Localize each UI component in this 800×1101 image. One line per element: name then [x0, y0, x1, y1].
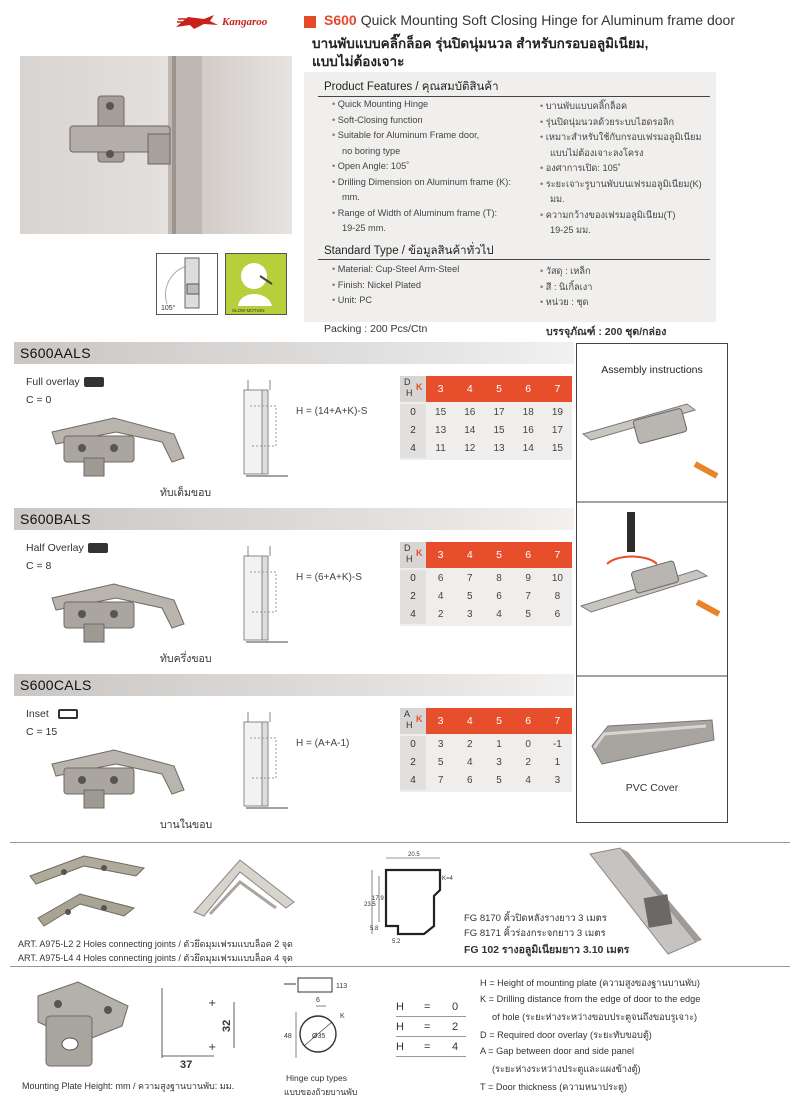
- table-row: [400, 754, 572, 772]
- table-cell: 15: [551, 443, 563, 454]
- column-header: 3: [437, 715, 444, 727]
- column-header: 5: [496, 715, 502, 727]
- table-row: [400, 606, 572, 624]
- table-cell: 1: [554, 757, 561, 768]
- table-cell: 7: [467, 573, 473, 584]
- corner-top-label: D: [404, 543, 411, 553]
- height-formula: H = (A+A-1): [296, 738, 350, 749]
- table-row: [400, 736, 572, 754]
- table-row: [400, 570, 572, 588]
- table-cell: 17: [551, 425, 563, 436]
- svg-text:+: +: [208, 998, 217, 1009]
- mounting-plate-image: [18, 976, 134, 1072]
- row-key: 0: [400, 570, 426, 588]
- h-equals: =: [424, 1001, 431, 1013]
- open-angle-icon: [156, 253, 218, 315]
- corner-k-label: K: [416, 548, 423, 558]
- table-cell: 3: [467, 609, 473, 620]
- table-body: [400, 734, 572, 792]
- feature-item: • Open Angle: 105˚: [332, 161, 409, 171]
- table-corner: [400, 708, 426, 734]
- fg-8170: FG 8170 คิ้วปิดหลังรางยาว 3 เมตร: [464, 913, 607, 924]
- standard-rule: [318, 259, 710, 260]
- overlay-icon: [88, 543, 108, 553]
- table-row: [400, 772, 572, 790]
- column-header: 5: [496, 383, 502, 395]
- model-code: S600AALS: [20, 345, 91, 361]
- feature-item: • รุ่นปิดนุ่มนวลด้วยระบบไฮดรอลิก: [540, 115, 674, 130]
- table-cell: 5: [525, 609, 531, 620]
- brand-logo-icon: [174, 13, 220, 31]
- svg-text:5.8: 5.8: [370, 926, 379, 932]
- hinge-cup-caption: Hinge cup types: [286, 1073, 347, 1083]
- feature-item: • Finish: Nickel Plated: [332, 280, 421, 290]
- svg-text:37: 37: [180, 1059, 193, 1070]
- table-cell: 14: [464, 425, 476, 436]
- table-header: [400, 542, 572, 568]
- overlay-icon: [84, 377, 104, 387]
- table-cell: 2: [437, 609, 444, 620]
- height-table: [400, 376, 572, 460]
- pvc-cover-label: PVC Cover: [625, 782, 679, 794]
- pvc-cover-image: [586, 712, 718, 776]
- overlay-type: Half Overlay: [26, 542, 84, 554]
- table-cell: 2: [467, 739, 473, 750]
- accessories-divider: [10, 842, 790, 843]
- table-header: [400, 376, 572, 402]
- fg-102: FG 102 รางอลูมิเนียมยาว 3.10 เมตร: [464, 944, 630, 956]
- row-key: 2: [400, 754, 426, 772]
- brand-name: Kangaroo: [222, 16, 268, 28]
- table-cell: 6: [467, 775, 473, 786]
- overlay-diagram: [236, 708, 292, 814]
- table-cell: 6: [496, 591, 502, 602]
- svg-text:SLOW MOTION: SLOW MOTION: [232, 308, 265, 313]
- art-a975-l4: ART. A975-L4 4 Holes connecting joints / ตัวยึดมุมเฟรมแบบล็อค 4 จุด: [18, 953, 293, 963]
- feature-item: • Suitable for Aluminum Frame door,: [332, 130, 479, 140]
- overlay-c-value: C = 15: [26, 726, 58, 738]
- feature-item: • สี : นิเกิ้ลเงา: [540, 280, 592, 295]
- model-band: [14, 674, 574, 696]
- page-title-thai: บานพับแบบคลิ๊กล็อค รุ่นปิดนุ่มนวล สำหรับกรอบอลูมิเนียม,: [312, 36, 649, 51]
- frame-profile-drawing: [364, 850, 460, 946]
- feature-item: • ความกว้างของเฟรมอลูมิเนียม(T): [540, 208, 675, 223]
- table-cell: 8: [496, 573, 502, 584]
- overlay-type: Inset: [26, 708, 49, 720]
- art-a975-l2: ART. A975-L2 2 Holes connecting joints / ตัวยึดมุมเฟรมแบบล็อค 2 จุด: [18, 939, 293, 949]
- table-header: [400, 708, 572, 734]
- packing-en: Packing : 200 Pcs/Ctn: [324, 323, 428, 335]
- table-corner: [400, 542, 426, 568]
- page-title-thai-2: แบบไม่ต้องเจาะ: [312, 54, 405, 69]
- table-cell: 4: [467, 757, 473, 768]
- row-key: 0: [400, 736, 426, 754]
- height-formula: H = (6+A+K)-S: [296, 572, 362, 583]
- bottom-divider: [10, 966, 790, 967]
- page-title: S600 Quick Mounting Soft Closing Hinge for Aluminum frame door: [324, 12, 735, 28]
- table-row: [400, 422, 572, 440]
- table-body: [400, 568, 572, 626]
- svg-text:K: K: [340, 1013, 345, 1020]
- table-cell: 3: [554, 775, 561, 786]
- features-heading: Product Features / คุณสมบัติสินค้า: [324, 81, 499, 93]
- feature-item: • ระยะเจาะรูบานพับบนเฟรมอลูมิเนียม(K): [540, 177, 702, 192]
- svg-text:32: 32: [221, 1019, 233, 1032]
- hinge-cup-drawing: [278, 972, 374, 1076]
- corner-top-label: A: [404, 709, 411, 719]
- column-header: 4: [466, 549, 473, 561]
- model-code: S600BALS: [20, 511, 91, 527]
- column-header: 6: [525, 715, 532, 727]
- svg-text:17.9: 17.9: [372, 896, 384, 902]
- overlay-diagram: [236, 376, 292, 482]
- h-equals: =: [424, 1041, 431, 1053]
- corner-k-label: K: [416, 714, 423, 724]
- aluminum-rail-image: [586, 846, 706, 958]
- svg-text:23.5: 23.5: [364, 902, 376, 908]
- legend-item: D = Required door overlay (ระยะทับขอบตู้): [480, 1030, 652, 1040]
- corner-k-label: K: [416, 382, 423, 392]
- svg-text:Ø35: Ø35: [312, 1033, 326, 1040]
- h-equals: =: [424, 1021, 431, 1033]
- assembly-title: Assembly instructions: [601, 364, 703, 376]
- table-cell: 17: [493, 407, 505, 418]
- product-photo: [20, 56, 292, 234]
- svg-text:48: 48: [284, 1033, 292, 1040]
- legend-item: K = Drilling distance from the edge of door to the edge: [480, 994, 701, 1004]
- table-cell: 7: [437, 775, 444, 786]
- table-cell: 13: [493, 443, 505, 454]
- svg-text:+: +: [208, 1042, 217, 1053]
- height-table: [400, 542, 572, 626]
- legend-item: H = Height of mounting plate (ความสูงของฐานบานพับ): [480, 978, 700, 988]
- table-cell: 8: [554, 591, 561, 602]
- fg-8171: FG 8171 คิ้วร่องกระจกยาว 3 เมตร: [464, 928, 606, 939]
- frame-corner-image: [190, 852, 300, 928]
- column-header: 4: [466, 715, 473, 727]
- h-symbol: H: [396, 1001, 404, 1013]
- overlay-thai-caption: ทับเต็มขอบ: [160, 487, 212, 499]
- feature-item: มม.: [550, 194, 565, 204]
- table-cell: 2: [525, 757, 531, 768]
- overlay-icon: [58, 709, 78, 719]
- height-formula: H = (14+A+K)-S: [296, 406, 368, 417]
- table-cell: 10: [551, 573, 563, 584]
- svg-text:105°: 105°: [161, 305, 176, 312]
- table-cell: 4: [437, 591, 444, 602]
- hinge-photo: [44, 734, 194, 810]
- svg-text:113: 113: [336, 983, 348, 990]
- packing-th: บรรจุภัณฑ์ : 200 ชุด/กล่อง: [546, 326, 667, 338]
- column-header: 7: [554, 383, 561, 395]
- overlay-c-value: C = 0: [26, 394, 52, 406]
- h-underline: [396, 1056, 466, 1057]
- feature-item: • บานพับแบบคลิ๊กล็อค: [540, 99, 627, 114]
- corner-bottom-label: H: [406, 554, 413, 564]
- legend-item: T = Door thickness (ความหนาประตู): [480, 1082, 628, 1092]
- table-row: [400, 404, 572, 422]
- feature-item: • Material: Cup-Steel Arm-Steel: [332, 264, 459, 274]
- feature-item: no boring type: [342, 145, 401, 156]
- column-header: 7: [554, 549, 561, 561]
- corner-bottom-label: H: [406, 388, 413, 398]
- column-header: 3: [437, 549, 444, 561]
- feature-item: • เหมาะสำหรับใช้กับกรอบเฟรมอลูมิเนียม: [540, 130, 701, 145]
- table-cell: 15: [493, 425, 505, 436]
- svg-text:6: 6: [316, 997, 320, 1004]
- height-table: [400, 708, 572, 792]
- feature-item: • วัสดุ : เหล็ก: [540, 264, 591, 279]
- legend-item: A = Gap between door and side panel: [480, 1046, 635, 1056]
- row-key: 4: [400, 440, 426, 458]
- hinge-photo: [44, 568, 194, 644]
- hinge-photo: [44, 402, 194, 478]
- plate-dimension-drawing: [150, 980, 246, 1070]
- overlay-thai-caption: บานในขอบ: [160, 819, 213, 831]
- mounting-plate-caption: Mounting Plate Height: mm / ความสูงฐานบานพับ: มม.: [22, 1081, 235, 1091]
- overlay-c-value: C = 8: [26, 560, 52, 572]
- feature-item: 19-25 mm.: [342, 223, 386, 233]
- svg-text:20.5: 20.5: [408, 852, 420, 858]
- overlay-type: Full overlay: [26, 376, 80, 388]
- table-cell: 3: [496, 757, 502, 768]
- table-cell: 16: [522, 425, 534, 436]
- table-cell: 16: [464, 407, 476, 418]
- row-key: 2: [400, 422, 426, 440]
- model-code: S600CALS: [20, 677, 92, 693]
- legend-item: of hole (ระยะห่างระหว่างขอบประตูจนถึงขอบรูเจาะ): [492, 1012, 698, 1022]
- feature-item: • Quick Mounting Hinge: [332, 99, 428, 109]
- slow-motion-icon: [225, 253, 287, 315]
- table-cell: 11: [435, 443, 446, 454]
- corner-joint-image: [24, 846, 154, 930]
- table-row: [400, 440, 572, 458]
- table-cell: 9: [525, 573, 531, 584]
- overlay-thai-caption: ทับครึ่งขอบ: [160, 653, 212, 665]
- features-rule: [318, 96, 710, 97]
- feature-item: • Soft-Closing function: [332, 115, 423, 125]
- table-row: [400, 588, 572, 606]
- table-cell: 18: [522, 407, 534, 418]
- h-value: 4: [452, 1041, 459, 1053]
- column-header: 5: [496, 549, 502, 561]
- hinge-cup-caption-thai: แบบของถ้วยบานพับ: [284, 1087, 358, 1097]
- table-cell: 4: [496, 609, 502, 620]
- feature-item: • Range of Width of Aluminum frame (T):: [332, 208, 497, 218]
- table-cell: 19: [551, 407, 563, 418]
- svg-text:5.2: 5.2: [392, 939, 401, 945]
- column-header: 7: [554, 715, 561, 727]
- table-cell: 6: [554, 609, 561, 620]
- overlay-diagram: [236, 542, 292, 648]
- feature-item: แบบไม่ต้องเจาะลงโครง: [550, 147, 644, 158]
- h-symbol: H: [396, 1021, 404, 1033]
- table-cell: 4: [525, 775, 531, 786]
- h-symbol: H: [396, 1041, 404, 1053]
- table-cell: 7: [525, 591, 531, 602]
- feature-item: • Drilling Dimension on Aluminum frame (K):: [332, 177, 511, 187]
- corner-bottom-label: H: [406, 720, 413, 730]
- feature-item: mm.: [342, 192, 360, 202]
- table-cell: 15: [435, 407, 447, 418]
- row-key: 4: [400, 606, 426, 624]
- table-cell: 6: [437, 573, 444, 584]
- table-cell: 5: [467, 591, 473, 602]
- table-cell: 13: [435, 425, 447, 436]
- column-header: 3: [437, 383, 444, 395]
- column-header: 6: [525, 549, 532, 561]
- standard-type-heading: Standard Type / ข้อมูลสินค้าทั่วไป: [324, 245, 494, 257]
- table-corner: [400, 376, 426, 402]
- feature-item: • หน่วย : ชุด: [540, 295, 589, 310]
- feature-item: • Unit: PC: [332, 295, 372, 305]
- corner-top-label: D: [404, 377, 411, 387]
- row-key: 0: [400, 404, 426, 422]
- legend-item: (ระยะห่างระหว่างประตูและแผงข้างตู้): [492, 1064, 641, 1074]
- title-marker: [304, 16, 316, 28]
- svg-text:K=4: K=4: [442, 876, 453, 882]
- table-cell: 1: [496, 739, 502, 750]
- table-cell: 5: [496, 775, 502, 786]
- feature-item: • องศาการเปิด: 105˚: [540, 161, 621, 176]
- table-cell: 5: [437, 757, 444, 768]
- h-underline: [396, 1016, 466, 1017]
- model-band: [14, 342, 574, 364]
- table-cell: -1: [552, 739, 562, 750]
- column-header: 6: [525, 383, 532, 395]
- table-cell: 12: [464, 443, 476, 454]
- model-band: [14, 508, 574, 530]
- table-cell: 14: [522, 443, 534, 454]
- h-value: 2: [452, 1021, 459, 1033]
- h-underline: [396, 1036, 466, 1037]
- h-value: 0: [452, 1001, 459, 1013]
- table-cell: 0: [525, 739, 531, 750]
- row-key: 4: [400, 772, 426, 790]
- row-key: 2: [400, 588, 426, 606]
- feature-item: 19-25 มม.: [550, 225, 591, 235]
- column-header: 4: [466, 383, 473, 395]
- table-cell: 3: [437, 739, 444, 750]
- table-body: [400, 402, 572, 460]
